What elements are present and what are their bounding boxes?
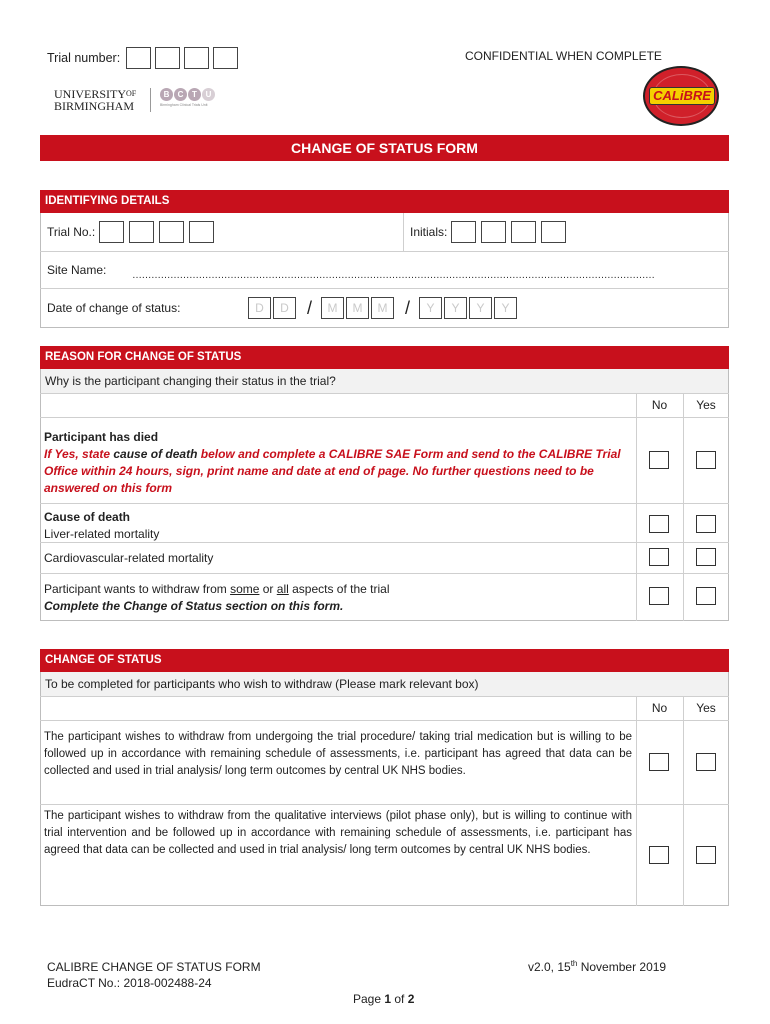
bctu-letter-b: B — [160, 88, 173, 101]
footer-left — [47, 959, 261, 991]
date-label: Date of change of status: — [47, 301, 181, 315]
cause-title: Cause of death — [44, 510, 131, 524]
trial-number-label: Trial number: — [47, 51, 121, 65]
identifying-details-heading: IDENTIFYING DETAILS — [40, 190, 729, 213]
change-line-2 — [40, 804, 729, 805]
reason-col-line-2 — [683, 393, 684, 621]
reason-line-2 — [40, 503, 729, 504]
withdraw-all: all — [276, 582, 289, 596]
reason-line-1 — [40, 417, 729, 418]
died-instr-c: below and complete a CALIBRE SAE Form and send to the CALIBRE Trial Office within 24 hours, sign, print name and date at end of page. No further questions need to be answered on this form — [44, 447, 621, 495]
initials-box-1[interactable] — [451, 221, 476, 243]
date-field[interactable] — [248, 297, 519, 319]
footer-page-a: Page — [353, 992, 385, 1006]
trial-number-box-1[interactable] — [126, 47, 151, 69]
change-col-yes: Yes — [696, 701, 716, 715]
died-instr-a: If Yes, state — [44, 447, 114, 461]
initials-row — [410, 221, 572, 243]
bctu-letter-t: T — [188, 88, 201, 101]
withdraw-no-checkbox[interactable] — [649, 587, 669, 605]
change-col-line-1 — [636, 696, 637, 906]
withdraw-text-a: Participant wants to withdraw from — [44, 582, 231, 596]
option2-no-checkbox[interactable] — [649, 846, 669, 864]
footer-version — [528, 959, 666, 974]
option2-yes-checkbox[interactable] — [696, 846, 716, 864]
date-year-2[interactable]: Y — [444, 297, 467, 319]
change-option-2: The participant wishes to withdraw from the qualitative interviews (pilot phase only), but is willing to continue with trial intervention and be followed up in accordance with remaining schedule of assessments, i.e. participant has agreed that data can be collected and used in trial analysis/ long term outcomes by central UK NHS bodies. — [44, 810, 632, 856]
trial-no-box-4[interactable] — [189, 221, 214, 243]
cause-block — [44, 509, 159, 543]
withdraw-text — [44, 581, 390, 598]
withdraw-yes-checkbox[interactable] — [696, 587, 716, 605]
reason-line-0 — [40, 393, 729, 394]
died-yes-checkbox[interactable] — [696, 451, 716, 469]
bctu-logo — [160, 88, 215, 107]
withdraw-block — [44, 581, 390, 615]
footer-form-name: CALIBRE CHANGE OF STATUS FORM — [47, 960, 261, 974]
died-title: Participant has died — [44, 430, 159, 444]
died-block — [44, 429, 629, 497]
date-separator-2: / — [405, 297, 411, 318]
option1-yes-checkbox[interactable] — [696, 753, 716, 771]
change-line-0 — [40, 696, 729, 697]
calibre-logo — [643, 66, 719, 126]
date-year-1[interactable]: Y — [419, 297, 442, 319]
withdraw-text-b: aspects of the trial — [288, 582, 390, 596]
logo-divider — [150, 88, 151, 112]
reason-col-yes: Yes — [696, 398, 716, 412]
initials-box-3[interactable] — [511, 221, 536, 243]
liver-label: Liver-related mortality — [44, 527, 160, 541]
footer-page — [353, 992, 414, 1006]
change-col-line-2 — [683, 696, 684, 906]
university-of: OF — [126, 89, 137, 98]
date-separator-1: / — [307, 297, 313, 318]
footer-page-total: 2 — [407, 992, 415, 1006]
trial-number-row — [47, 47, 244, 69]
option1-no-checkbox[interactable] — [649, 753, 669, 771]
date-day-1[interactable]: D — [248, 297, 271, 319]
withdraw-or: or — [259, 582, 277, 596]
form-title: CHANGE OF STATUS FORM — [40, 135, 729, 161]
date-year-4[interactable]: Y — [494, 297, 517, 319]
liver-yes-checkbox[interactable] — [696, 515, 716, 533]
id-row-line-1 — [40, 251, 729, 252]
change-intro: To be completed for participants who wish to withdraw (Please mark relevant box) — [41, 672, 728, 696]
trial-number-box-3[interactable] — [184, 47, 209, 69]
change-col-no: No — [651, 701, 668, 715]
reason-question: Why is the participant changing their status in the trial? — [41, 369, 728, 393]
died-instructions — [44, 446, 629, 497]
change-line-1 — [40, 720, 729, 721]
footer-page-num: 1 — [384, 992, 392, 1006]
initials-box-4[interactable] — [541, 221, 566, 243]
footer-version-b: November 2019 — [577, 960, 667, 974]
confidential-notice: CONFIDENTIAL WHEN COMPLETE — [465, 49, 662, 63]
calibre-logo-text: CALiBRE — [649, 87, 715, 105]
trial-no-box-3[interactable] — [159, 221, 184, 243]
trial-no-box-1[interactable] — [99, 221, 124, 243]
bctu-letter-c: C — [174, 88, 187, 101]
withdraw-instruction: Complete the Change of Status section on this form. — [44, 599, 344, 613]
university-logo — [54, 88, 136, 112]
university-name-line2: BIRMINGHAM — [54, 99, 135, 113]
withdraw-some: some — [230, 582, 260, 596]
died-no-checkbox[interactable] — [649, 451, 669, 469]
trial-number-box-4[interactable] — [213, 47, 238, 69]
bctu-letter-u: U — [202, 88, 215, 101]
footer-page-of: of — [391, 992, 408, 1006]
initials-label: Initials: — [410, 225, 448, 239]
site-name-field[interactable]: ………………………………………………………………………………………………………………………………………………… — [132, 270, 655, 281]
site-name-label: Site Name: — [47, 263, 107, 277]
university-name-line1: UNIVERSITY — [54, 87, 126, 101]
footer-version-sup: th — [570, 959, 578, 968]
footer-version-a: v2.0, 15 — [528, 960, 571, 974]
date-month-2[interactable]: M — [346, 297, 369, 319]
trial-no-label: Trial No.: — [47, 225, 96, 239]
bctu-subtitle: Birmingham Clinical Trials Unit — [160, 103, 208, 107]
date-year-3[interactable]: Y — [469, 297, 492, 319]
cardio-yes-checkbox[interactable] — [696, 548, 716, 566]
date-month-3[interactable]: M — [371, 297, 394, 319]
cardio-label: Cardiovascular-related mortality — [44, 551, 214, 565]
date-day-2[interactable]: D — [273, 297, 296, 319]
change-heading: CHANGE OF STATUS — [40, 649, 729, 672]
trial-no-row — [47, 221, 220, 243]
initials-box-2[interactable] — [481, 221, 506, 243]
date-month-1[interactable]: M — [321, 297, 344, 319]
reason-col-no: No — [651, 398, 668, 412]
liver-no-checkbox[interactable] — [649, 515, 669, 533]
died-instr-b: cause of death — [113, 447, 198, 461]
cardio-no-checkbox[interactable] — [649, 548, 669, 566]
reason-line-4 — [40, 573, 729, 574]
id-divider — [403, 213, 404, 251]
trial-no-box-2[interactable] — [129, 221, 154, 243]
footer-eudract: EudraCT No.: 2018-002488-24 — [47, 976, 212, 990]
reason-heading: REASON FOR CHANGE OF STATUS — [40, 346, 729, 369]
reason-col-line-1 — [636, 393, 637, 621]
trial-number-box-2[interactable] — [155, 47, 180, 69]
change-option-1: The participant wishes to withdraw from undergoing the trial procedure/ taking trial medication but is willing to be followed up in accordance with remaining schedule of assessments, i.e. participant has agreed that data can be collected and used in trial analysis/ long term outcomes by central UK NHS bodies. — [44, 731, 632, 777]
id-row-line-2 — [40, 288, 729, 289]
